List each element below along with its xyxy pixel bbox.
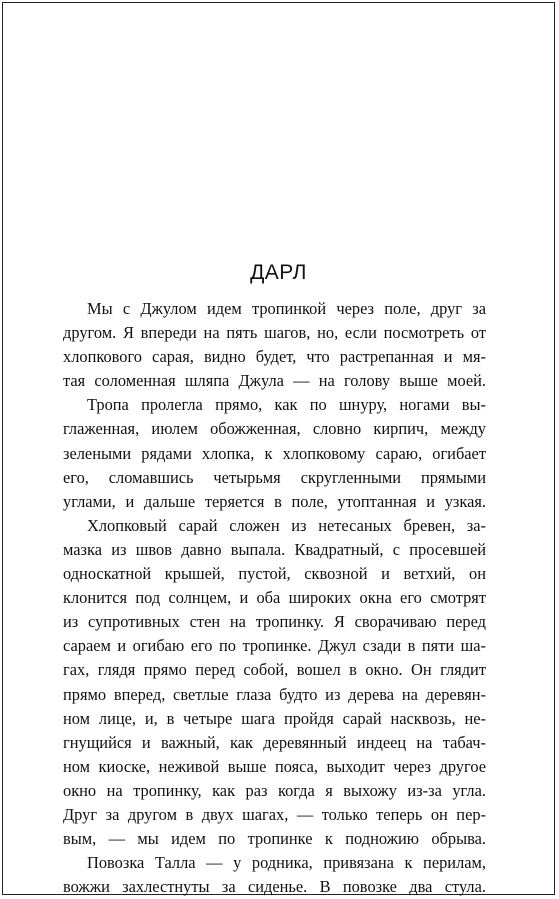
text-line: из супротивных стен на тропинку. Я сворачиваю перед <box>63 612 486 632</box>
text-line: его, сломавшись четырьмя скругленными прямыми <box>63 467 486 487</box>
text-line: односкатной крышей, пустой, сквозной и ветхий, он <box>63 564 486 584</box>
text-line: ном киоске, неживой выше пояса, выходит через другое <box>63 756 486 776</box>
text-line: окно на тропинку, как раз когда я выхожу из-за угла. <box>63 780 486 800</box>
text-line: вым, — мы идем по тропинке к подножию обрыва. <box>63 829 486 849</box>
text-body <box>63 297 486 899</box>
text-line: ном лице, и, в четыре шага пройдя сарай насквозь, не- <box>63 708 486 728</box>
paragraph-3 <box>63 514 486 851</box>
text-line: сараем и огибаю его по тропинке. Джул сзади в пяти ша- <box>63 636 486 656</box>
text-line: глаженная, июлем обожженная, словно кирпич, между <box>63 419 486 439</box>
paragraph-4 <box>63 851 486 899</box>
paragraph-2 <box>63 393 486 513</box>
text-line: хлопкового сарая, видно будет, что растрепанная и мя- <box>63 347 486 367</box>
text-line: Мы с Джулом идем тропинкой через поле, друг за <box>87 299 486 318</box>
text-line: мазка из швов давно выпала. Квадратный, с просевшей <box>63 539 486 559</box>
text-line: другом. Я впереди на пять шагов, но, если посмотреть от <box>63 323 486 343</box>
paragraph-1 <box>63 297 486 393</box>
text-line: прямо вперед, светлые глаза будто из дерева на деревян- <box>63 684 486 704</box>
text-line: Повозка Талла — у родника, привязана к перилам, <box>87 853 486 873</box>
text-line: гах, глядя прямо перед собой, вошел в окно. Он глядит <box>63 660 486 680</box>
text-line: клонится под солнцем, и оба широких окна его смотрят <box>63 588 486 608</box>
text-line: гнущийся и важный, как деревянный индеец на табач- <box>63 732 486 752</box>
book-page <box>2 2 555 895</box>
text-line: тая соломенная шляпа Джула — на голову выше моей. <box>63 371 486 391</box>
chapter-title: ДАРЛ <box>250 261 307 284</box>
text-line: углами, и дальше теряется в поле, утоптанная и узкая. <box>63 491 486 511</box>
text-line: вожжи захлестнуты за сиденье. В повозке два стула. <box>63 877 486 897</box>
text-line: Друг за другом в двух шагах, — только теперь он пер- <box>63 804 486 824</box>
text-line: Тропа пролегла прямо, как по шнуру, ногами вы- <box>87 395 486 415</box>
text-line: Хлопковый сарай сложен из нетесаных бревен, за- <box>87 515 486 535</box>
text-line: зелеными рядами хлопка, к хлопковому сараю, огибает <box>63 443 486 463</box>
